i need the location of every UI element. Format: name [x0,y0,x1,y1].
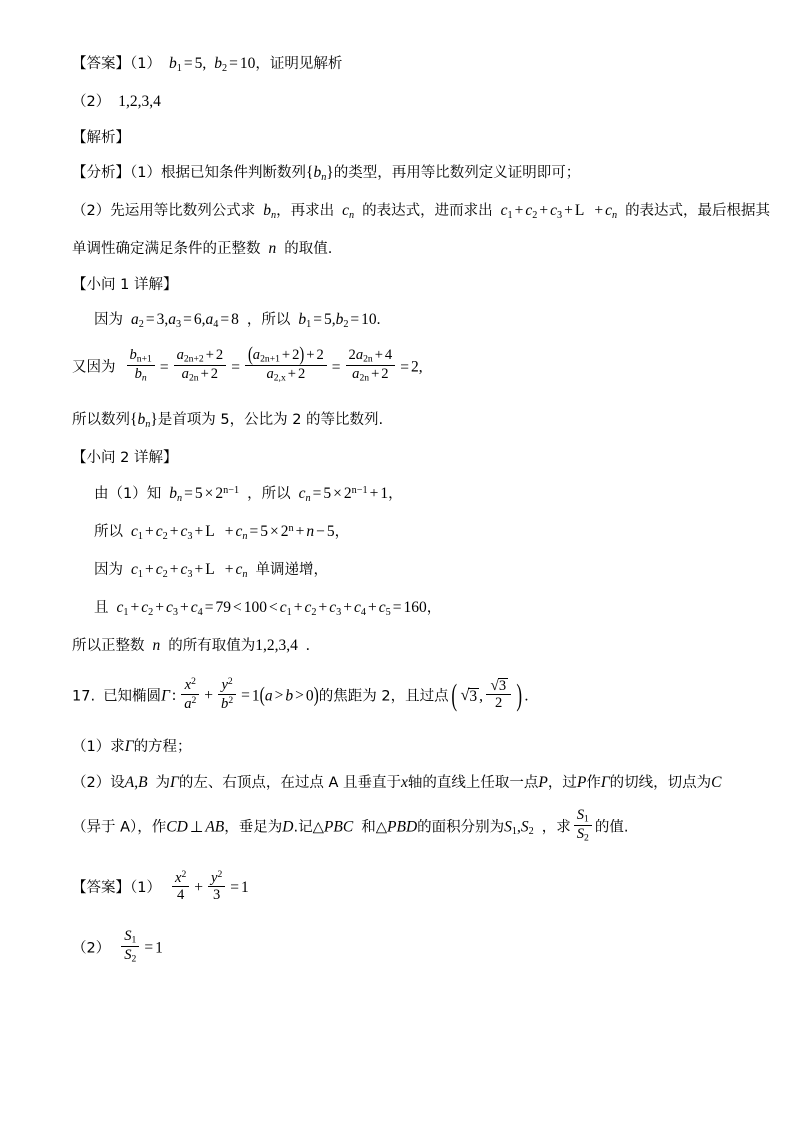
approach-line-1: 【分析】（1）根据已知条件判断数列$\{b_n\}$的类型，再用等比数列定义证明即可； [72,164,581,183]
paren-1: （1） [130,56,161,72]
paren-2: （2） [72,94,111,111]
approach-line-3: 单调性确定满足条件的正整数 n 的取值. [72,240,333,258]
sub-question-2-heading: 【小问 2 详解】 [72,450,178,467]
proof-note: ，证明见解析 [255,56,343,72]
q2-line-4: 且 $c_1 + c_2 + c_3 + c_4 = 79 < 100 < c_1 + c_2 + c_3 + c_4 + c_5 = 160$， [94,599,442,618]
q2-line-5: 所以正整数 n 的所有取值为1,2,3,4 . [72,637,310,655]
answer-17-line-2: （2） $\frac{S_1}{S_2}$ = 1 [72,927,163,965]
analysis-heading: 【解析】 [72,129,130,146]
question-17: 17. 已知椭圆Γ : $\frac{x^2}{a^2}$ + $\frac{y^2}{b^2}$ = 1(a > b > 0)的焦距为 2，且过点( √3 , $\frac{√3}{2}$ ) . [72,676,529,713]
approach-line-2: （2）先运用等比数列公式求 $b_n$，再求出 $c_n$ 的表达式，进而求出 $c_1 + c_2 + c_3 + L + c_n$ 的表达式，最后根据其 [72,202,771,222]
q2-line-2: 所以 $c_1 + c_2 + c_3 + L + c_n = 5 \times 2^n + n - 5$， [94,522,350,542]
q1-line-3: 所以数列$\{b_n\}$是首项为 5，公比为 2 的等比数列. [72,410,384,430]
q2-line-3: 因为 $c_1 + c_2 + c_3 + L + c_n$ 单调递增， [94,560,328,580]
sub-question-1-heading: 【小问 1 详解】 [72,276,178,293]
q1-line-2: 又因为 $\frac{b_{n+1}}{b_n}$ = $\frac{a_{2n+2} + 2}{a_{2n} + 2}$ = $\frac{(a_{2n+1} + 2) + 2}{a_{2,x} + 2}$ = $\frac{2a_{2n} + 4}{a_{2n} + 2}$ = 2, [72,343,423,385]
question-17-part-3: （异于 A），作CD ⊥ AB，垂足为D.记△PBC 和△PBD的面积分别为$S_1,S_2$ ，求 $\frac{S_1}{S_2}$ 的值. [72,807,629,845]
question-number: 17. [72,688,96,705]
question-17-part-1: （1）求Γ的方程； [72,738,192,756]
answer-17-line-1: 【答案】（1） $\frac{x^2}{4}$ + $\frac{y^2}{3}$ = 1 [72,868,249,904]
q1-line-1: 因为 $a_2 = 3,a_3 = 6,a_4 = 8$ ，所以 $b_1 = 5,b_2 = 10$. [94,311,381,331]
question-17-part-2: （2）设A,B 为Γ的左、右顶点，在过点 A 且垂直于x轴的直线上任取一点P，过P作Γ的切线，切点为C [72,773,722,791]
answer-line-2 [72,94,728,110]
q2-line-1: 由（1）知 $b_n = 5 \times 2^{n-1}$ ，所以 $c_n = 5 \times 2^{n-1} + 1$， [94,484,403,504]
seq-values: 1,2,3,4 [118,93,161,111]
answer-line-1: 【答案】（1） $b_1 = 5$, $b_2 = 10$，证明见解析 [72,55,343,74]
answer-tag: 【答案】 [72,56,130,72]
